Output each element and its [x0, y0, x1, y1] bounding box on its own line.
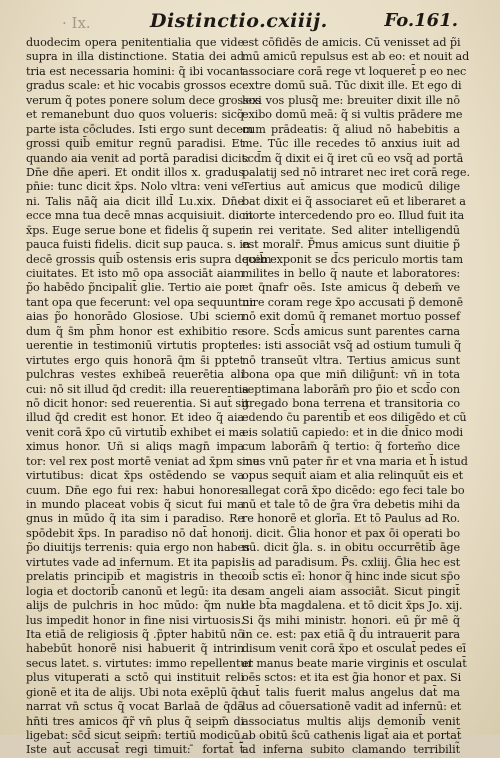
- text-line: scd̄m q̃ dixit ei q̃ iret cū eo vsq̃ ad portā: [242, 151, 464, 165]
- text-line: x̄ps. Euge serue bone et fidelis q̃ super: [26, 223, 244, 237]
- text-line: cui: nō sit illud q̄d credit: illa reuerentia: [26, 382, 249, 396]
- text-line: oēs sctos: et ita est g̃ia honor et pax. Si: [242, 671, 462, 685]
- text-line: est cōfidēs de amicis. Cū venisset ad p̃i: [242, 36, 461, 49]
- text-line: de bt̄a magdalena. et tō dicit x̄ps Jo. xij.: [242, 599, 463, 613]
- text-line: bona opa que min̄ diliḡunt̄: vñ in tota: [242, 368, 460, 382]
- text-line: in rei veritate. Sed aliter intelligendū: [242, 223, 460, 237]
- text-line: nō exit domū q̃ remanet mortuo possef: [242, 310, 460, 324]
- text-line: hn̄ti tres amicos q̄r̃ vn̄ plus q̃ seipm̄ di: [26, 714, 244, 728]
- text-line: ecce mna tua decē mnas acquisiuit. dicit: [26, 209, 253, 223]
- text-line: aias p̃o honorādo Glosiose. Ubi scien: [26, 310, 244, 324]
- text-line: nire coram rege x̄po accusati p̃ demonē: [242, 295, 463, 309]
- text-line: Ita etiā de religiosis q̃ .p̃pter habitū nō: [26, 627, 244, 641]
- text-line: milites in bello q̃ naute et laboratores:: [242, 267, 460, 280]
- header-marker: · Ix.: [62, 14, 91, 32]
- text-line: me. Tūc ille recedes tō anxius iuit ad: [242, 137, 460, 151]
- text-line: mū amicū repulsus est ab eo: et nouit ad: [242, 50, 470, 64]
- text-line: p̃o diuitijs terrenis: quia ergo non habes: [26, 541, 250, 555]
- text-line: in mundo placeat vobis q̃ sicut fui ma: [26, 498, 244, 511]
- text-line: est moralr̄. P̄mus amicus sunt diuitie p̃: [242, 238, 460, 252]
- text-line: gradus scale: et hic vocabis grossos ec.: [26, 79, 246, 93]
- text-line: re honorē et glorīa. Et tō Paulus ad Ro.: [242, 512, 460, 526]
- text-line: Iste aut̄ accusat̄ regi timuit: ̄ fortat̄ t̃̄: [26, 743, 244, 757]
- text-line: pulchras vestes exhibeā reuerētia ali: [26, 368, 244, 382]
- text-line: quando aia venit ad portā paradisi dicit:: [26, 151, 250, 165]
- text-line: ij. dicit. Ḡlia honor et pax ōi operati bo: [242, 526, 460, 540]
- text-line: dum q̃ s̄m ph̄m honor est exhibitio re: [26, 324, 244, 338]
- text-line: verum q̃ potes ponere solum dece grossos: [26, 93, 261, 107]
- text-line: extre domū suā. Tūc dixit ille. Et ego di: [242, 79, 462, 93]
- text-line: associatus multis alijs demonib̄ venit: [242, 714, 460, 728]
- text-line: Tertius aut̄ amicus que modicū dilige: [242, 180, 460, 194]
- text-line: gregado bona terrena et transitoria co: [242, 396, 460, 410]
- text-line: palatij sed nō intraret nec iret corā rege.: [242, 165, 470, 179]
- text-line: illud q̄d credit est honor. Et ideo q̃ aia: [26, 411, 244, 425]
- right-text-column: [242, 36, 470, 758]
- text-line: Dn̄e dn̄e aperi. Et ondit illos x. gradus: [26, 165, 244, 179]
- folio-number: Fo.161.: [384, 10, 458, 31]
- text-line: logia et doctorib̄ canonū et legū: ita de: [26, 584, 244, 598]
- text-line: ad inferna subito clamando terribilit̃: [242, 743, 460, 757]
- text-line: pn̄ie: tunc dicit x̄ps. Nolo vltra: veni ve: [26, 180, 244, 194]
- text-line: virtutes ergo quis honorā q̄m s̄i pptet: [26, 353, 244, 367]
- text-line: uerentie in testimoniū virtutis propter: [26, 339, 244, 353]
- text-line: decē grossis quib̄ ostensis eris supra decem: [26, 252, 272, 266]
- text-line: oib̄ sctis eī: honor q̃ hinc inde sicut sp̄o: [242, 570, 460, 584]
- text-line: tria est necessaria homini: q̃ ibi vocant: [26, 64, 244, 78]
- left-text-column: [26, 36, 272, 758]
- text-line: prelatis principib̄ et magistris in theo: [26, 570, 244, 584]
- text-line: et remanebunt duo quos volueris: sicq̃: [26, 108, 244, 122]
- text-line: ciuitates. Et isto mō opa associāt aiam: [26, 267, 244, 280]
- text-line: sam angeli aiam associāt. Sicut pingit̄: [242, 584, 460, 598]
- text-line: mus vnū pater n̄r et vna maria et h̄ istud: [242, 454, 468, 468]
- text-line: pauca fuisti fidelis. dicit sup pauca. s. in: [26, 238, 250, 252]
- text-line: allegat corā x̄po dicēdo: ego feci tale bo: [242, 483, 465, 497]
- text-line: nū. dicit g̃la. s. in obitu occurrētib̄ āge: [242, 541, 460, 555]
- text-line: sore. Scd̄s amicus sunt parentes carna: [242, 324, 460, 338]
- text-line: opus sequit̄ aiam et alia relinquūt eis et: [242, 469, 464, 483]
- text-line: quib̄ exponit se d̄cs periculo mortis tam: [242, 252, 463, 266]
- text-line: in ce. est: pax etiā q̃ d̄u intrauerit para: [242, 627, 460, 641]
- text-line: les: isti associāt vsq̃ ad ostium tumuli q̃: [242, 339, 462, 353]
- text-line: ab obitū s̄cū cathenis ligat̄ aia et portat̄: [242, 729, 462, 742]
- text-line: nō transeūt vltra. Tertius amicus sunt: [242, 353, 460, 367]
- text-line: venit corā x̄po cū virtutib̄ exhibet ei ma: [26, 425, 246, 439]
- text-line: lus ad cōuersationē vadit ad infernū: et: [242, 700, 462, 714]
- text-line: lis ad paradisum. P̃s. cxliij. G̃lia hec est: [242, 555, 460, 569]
- text-line: nō dicit honor: sed reuerentia. Si aut̄ sit: [26, 396, 249, 410]
- text-line: ni. Talis nāq̃ aia dicit illd̄ Lu.xix. Dn̄e: [26, 194, 244, 208]
- text-line: exibo domū meā: q̃ si vultis prādere me: [242, 108, 463, 122]
- running-header: [0, 8, 500, 36]
- text-line: morte intercedendo pro eo. Illud fuit ita: [242, 209, 465, 223]
- text-line: parte ista cōcludes. Isti ergo sunt decem: [26, 122, 254, 136]
- text-line: septimana laborām̄ pro p̄io et scd̄o con: [242, 382, 460, 396]
- text-line: bat dixit ei q̃ associaret eū et liberaret a: [242, 194, 466, 208]
- text-line: edendo c̄u parentib̄ et eos diligēdo et cũ: [242, 411, 467, 425]
- text-line: virtutes vade ad infernum. Et ita papis:: [26, 555, 245, 569]
- text-line: associare corā rege vt loqueret̄ p eo nec: [242, 64, 467, 78]
- text-line: eis solatiū capiedo: et in die d̄nico modi: [242, 425, 463, 439]
- text-line: lexi vos plusq̃ me: breuiter dixit ille nō: [242, 93, 460, 107]
- text-line: gnus in mūdo q̃ ita sim i paradiso. Re: [26, 512, 244, 526]
- text-line: cum laborām̄ q̃ tertio: q̃ fortem̄o dice: [242, 440, 460, 454]
- text-line: cuum. Dn̄e ego fui rex: habui honores: [26, 483, 244, 497]
- text-line: grossi quib̄ emitur regnū paradisi. Et: [26, 137, 244, 151]
- text-line: aut̄ talis fuerit malus angelus dat̄ ma: [242, 685, 460, 699]
- text-line: nū et tale tō de ḡra v̄ra debetis mihi da: [242, 498, 460, 511]
- text-line: virtutibus: dicat x̄ps ostēdendo se va: [26, 469, 244, 483]
- text-line: Si q̃s mihi ministr. honori. eū p̃r mē q̃: [242, 613, 460, 627]
- text-line: cum prādeatis: q̃ aliud nō habebitis a: [242, 122, 460, 136]
- text-line: narrat vn̄ sctus q̃ vocat Barlaā de q̄dā: [26, 700, 244, 714]
- text-line: disum venit corā x̄po et osculat̄ pedes eī: [242, 642, 466, 656]
- text-line: habebūt honorē nisi habuerit q̃ intrin: [26, 642, 244, 656]
- text-line: et q̄nafr oēs. Iste amicus q̃ debem̄ ve: [242, 281, 460, 295]
- text-line: ximus honor. Uñ si aliqs magn̄ impa: [26, 440, 244, 454]
- text-line: secus latet. s. virtutes: immo repellentur: [26, 656, 253, 670]
- text-line: supra in illa distinctione. Statia dei ad: [26, 50, 244, 64]
- text-line: duodecim opera penitentialia que vide: [26, 36, 244, 49]
- text-line: tor: vel rex post mortē veniat ad x̄pm sine: [26, 454, 260, 468]
- text-line: plus vituperati a sctō qui instituit reli: [26, 671, 244, 685]
- text-line: et manus beate marie virginis et osculat̄: [242, 656, 467, 670]
- distinction-title: Distinctio.cxiiij.: [150, 10, 328, 32]
- text-line: lus impedit honor in fine nisi virtuosis.: [26, 613, 244, 627]
- text-line: ligebat: sc̄d̄ sicut seipm̄: tertiū modicū.: [26, 729, 244, 742]
- text-line: alijs de pulchris in hoc mūdo: q̃m nul: [26, 599, 244, 613]
- text-line: p̃o habēdo p̃ncipalit̄ glie. Tertio aie por: [26, 281, 244, 295]
- text-line: spōdebit x̄ps. In paradiso nō dat̄ honor: [26, 526, 244, 540]
- text-line: gionē et ita de alijs. Ubi nota exēplū q̄d: [26, 685, 245, 699]
- text-line: tant opa que fecerunt: vel opa sequuntur: [26, 295, 255, 309]
